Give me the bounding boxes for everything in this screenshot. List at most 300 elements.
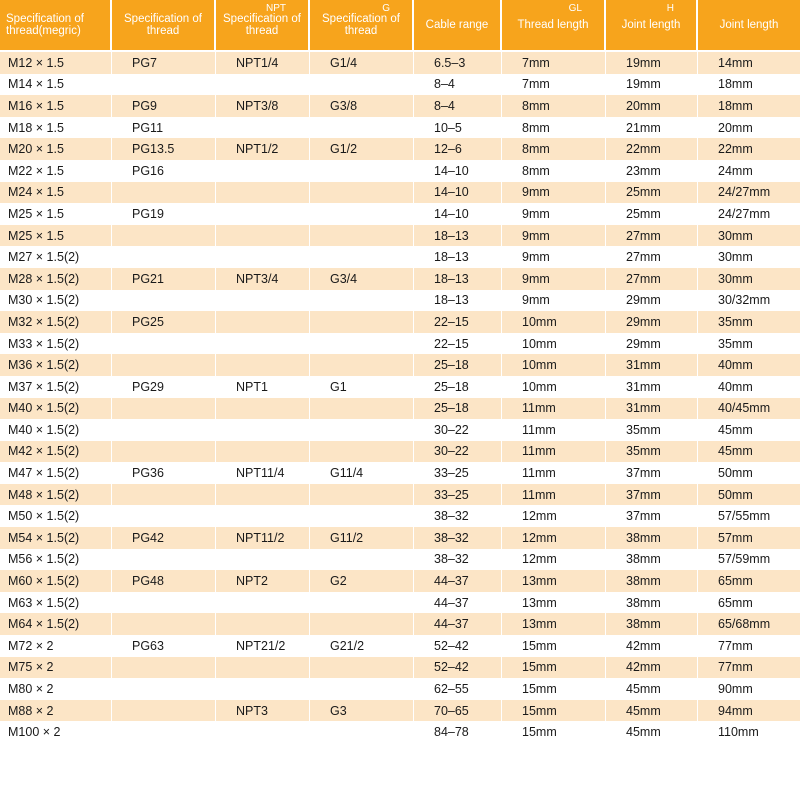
cell-joint-length-h: 21mm — [606, 117, 698, 139]
cell-joint-length-h: 38mm — [606, 527, 698, 549]
cell-joint-length-h: 27mm — [606, 225, 698, 247]
cell-thread-length: 13mm — [502, 613, 606, 635]
table-row — [0, 441, 800, 463]
cell-joint-length: 20mm — [698, 117, 800, 139]
cell-thread-length: 15mm — [502, 635, 606, 657]
cell-joint-length: 50mm — [698, 462, 800, 484]
table-row — [0, 721, 800, 743]
cell-cable-range: 38–32 — [414, 527, 502, 549]
header-joint-length — [698, 0, 800, 52]
cell-npt-thread: NPT11/4 — [216, 462, 310, 484]
cell-joint-length: 24/27mm — [698, 203, 800, 225]
cell-g-thread: G3/8 — [310, 95, 414, 117]
table-row — [0, 160, 800, 182]
cell-cable-range: 18–13 — [414, 290, 502, 312]
cell-npt-thread — [216, 613, 310, 635]
cell-joint-length: 90mm — [698, 678, 800, 700]
table-row — [0, 678, 800, 700]
cell-joint-length: 40/45mm — [698, 398, 800, 420]
cell-npt-thread — [216, 246, 310, 268]
table-row — [0, 138, 800, 160]
cell-metric-thread: M28 × 1.5(2) — [0, 268, 112, 290]
cell-pg-thread: PG7 — [112, 52, 216, 74]
table-row — [0, 592, 800, 614]
header-g-sup: G — [382, 3, 390, 14]
header-metric-thread — [0, 0, 112, 52]
header-npt-label: Specification of thread — [223, 13, 301, 37]
table-row — [0, 203, 800, 225]
header-h-sup: H — [666, 3, 674, 14]
cell-joint-length: 77mm — [698, 635, 800, 657]
cell-thread-length: 10mm — [502, 333, 606, 355]
cell-joint-length-h: 37mm — [606, 505, 698, 527]
cell-joint-length-h: 23mm — [606, 160, 698, 182]
cell-pg-thread — [112, 398, 216, 420]
cell-g-thread — [310, 398, 414, 420]
table-row — [0, 290, 800, 312]
cell-pg-thread — [112, 700, 216, 722]
header-metric-label: Specification of thread(megric) — [6, 13, 84, 37]
cell-npt-thread — [216, 441, 310, 463]
cell-pg-thread — [112, 290, 216, 312]
cell-metric-thread: M60 × 1.5(2) — [0, 570, 112, 592]
cell-npt-thread: NPT3 — [216, 700, 310, 722]
cell-cable-range: 30–22 — [414, 419, 502, 441]
cell-pg-thread — [112, 225, 216, 247]
cell-g-thread: G3/4 — [310, 268, 414, 290]
cell-thread-length: 8mm — [502, 95, 606, 117]
cell-metric-thread: M72 × 2 — [0, 635, 112, 657]
cell-npt-thread — [216, 398, 310, 420]
cell-npt-thread — [216, 203, 310, 225]
cell-g-thread — [310, 160, 414, 182]
table-row — [0, 549, 800, 571]
cell-metric-thread: M64 × 1.5(2) — [0, 613, 112, 635]
cell-joint-length-h: 29mm — [606, 290, 698, 312]
cell-joint-length-h: 35mm — [606, 441, 698, 463]
cell-metric-thread: M42 × 1.5(2) — [0, 441, 112, 463]
cell-g-thread: G3 — [310, 700, 414, 722]
cell-g-thread — [310, 246, 414, 268]
cell-metric-thread: M50 × 1.5(2) — [0, 505, 112, 527]
cell-thread-length: 13mm — [502, 592, 606, 614]
header-gl-sup: GL — [568, 3, 582, 14]
cell-cable-range: 25–18 — [414, 398, 502, 420]
cell-cable-range: 18–13 — [414, 246, 502, 268]
cell-pg-thread: PG29 — [112, 376, 216, 398]
cell-g-thread — [310, 419, 414, 441]
cell-joint-length-h: 45mm — [606, 700, 698, 722]
cell-pg-thread — [112, 657, 216, 679]
cell-cable-range: 25–18 — [414, 376, 502, 398]
cell-cable-range: 10–5 — [414, 117, 502, 139]
table-row — [0, 333, 800, 355]
cell-joint-length-h: 45mm — [606, 721, 698, 743]
cell-joint-length: 45mm — [698, 441, 800, 463]
cell-thread-length: 9mm — [502, 246, 606, 268]
cell-cable-range: 70–65 — [414, 700, 502, 722]
cell-thread-length: 9mm — [502, 268, 606, 290]
table-row — [0, 225, 800, 247]
table-row — [0, 700, 800, 722]
cell-metric-thread: M25 × 1.5 — [0, 203, 112, 225]
header-pg-thread — [112, 0, 216, 52]
cell-joint-length: 35mm — [698, 333, 800, 355]
cell-thread-length: 9mm — [502, 203, 606, 225]
cell-cable-range: 44–37 — [414, 613, 502, 635]
cell-pg-thread — [112, 721, 216, 743]
cell-joint-length: 77mm — [698, 657, 800, 679]
cell-pg-thread — [112, 505, 216, 527]
cell-g-thread — [310, 441, 414, 463]
cell-joint-length: 30mm — [698, 225, 800, 247]
table-row — [0, 354, 800, 376]
cell-cable-range: 33–25 — [414, 484, 502, 506]
cell-joint-length-h: 22mm — [606, 138, 698, 160]
header-npt-thread — [216, 0, 310, 52]
cell-pg-thread: PG25 — [112, 311, 216, 333]
cell-cable-range: 84–78 — [414, 721, 502, 743]
cell-g-thread: G1 — [310, 376, 414, 398]
cell-joint-length: 65mm — [698, 570, 800, 592]
cell-pg-thread: PG9 — [112, 95, 216, 117]
cell-joint-length: 57/59mm — [698, 549, 800, 571]
table-row — [0, 117, 800, 139]
cell-thread-length: 8mm — [502, 160, 606, 182]
cell-npt-thread — [216, 592, 310, 614]
cell-g-thread — [310, 592, 414, 614]
cell-g-thread — [310, 203, 414, 225]
header-npt-sup: NPT — [266, 3, 286, 14]
cell-metric-thread: M40 × 1.5(2) — [0, 398, 112, 420]
cell-pg-thread: PG48 — [112, 570, 216, 592]
cell-joint-length-h: 25mm — [606, 203, 698, 225]
cell-cable-range: 52–42 — [414, 657, 502, 679]
cell-metric-thread: M63 × 1.5(2) — [0, 592, 112, 614]
cell-npt-thread — [216, 484, 310, 506]
cell-joint-length-h: 27mm — [606, 246, 698, 268]
cell-joint-length: 65mm — [698, 592, 800, 614]
cell-joint-length: 50mm — [698, 484, 800, 506]
cell-cable-range: 33–25 — [414, 462, 502, 484]
cell-thread-length: 9mm — [502, 290, 606, 312]
table-row — [0, 95, 800, 117]
cell-thread-length: 12mm — [502, 527, 606, 549]
cell-metric-thread: M18 × 1.5 — [0, 117, 112, 139]
table-row — [0, 527, 800, 549]
cell-thread-length: 7mm — [502, 74, 606, 96]
cell-pg-thread — [112, 333, 216, 355]
table-row — [0, 570, 800, 592]
cell-g-thread: G1/4 — [310, 52, 414, 74]
cell-g-thread: G1/2 — [310, 138, 414, 160]
cell-joint-length: 57mm — [698, 527, 800, 549]
cell-joint-length-h: 38mm — [606, 549, 698, 571]
table-row — [0, 52, 800, 74]
cell-joint-length: 35mm — [698, 311, 800, 333]
cell-g-thread — [310, 549, 414, 571]
cell-metric-thread: M56 × 1.5(2) — [0, 549, 112, 571]
header-joint-length-h — [606, 0, 698, 52]
cell-cable-range: 14–10 — [414, 182, 502, 204]
cell-thread-length: 10mm — [502, 376, 606, 398]
cell-g-thread — [310, 505, 414, 527]
cell-npt-thread — [216, 419, 310, 441]
cell-thread-length: 8mm — [502, 138, 606, 160]
cell-thread-length: 11mm — [502, 462, 606, 484]
cell-joint-length-h: 42mm — [606, 657, 698, 679]
cell-g-thread — [310, 678, 414, 700]
cell-g-thread: G21/2 — [310, 635, 414, 657]
table-row — [0, 657, 800, 679]
cell-npt-thread — [216, 311, 310, 333]
cell-joint-length-h: 29mm — [606, 311, 698, 333]
cell-metric-thread: M32 × 1.5(2) — [0, 311, 112, 333]
cell-joint-length-h: 31mm — [606, 398, 698, 420]
cell-metric-thread: M12 × 1.5 — [0, 52, 112, 74]
table-row — [0, 419, 800, 441]
cell-npt-thread — [216, 74, 310, 96]
cell-joint-length: 40mm — [698, 376, 800, 398]
cell-thread-length: 15mm — [502, 657, 606, 679]
cell-npt-thread: NPT2 — [216, 570, 310, 592]
cell-joint-length-h: 31mm — [606, 376, 698, 398]
cell-pg-thread: PG42 — [112, 527, 216, 549]
cell-thread-length: 12mm — [502, 549, 606, 571]
cell-cable-range: 30–22 — [414, 441, 502, 463]
cell-cable-range: 18–13 — [414, 268, 502, 290]
cell-joint-length: 94mm — [698, 700, 800, 722]
cell-thread-length: 11mm — [502, 484, 606, 506]
cell-metric-thread: M88 × 2 — [0, 700, 112, 722]
cell-pg-thread — [112, 441, 216, 463]
cell-g-thread: G11/2 — [310, 527, 414, 549]
cell-npt-thread — [216, 657, 310, 679]
cell-g-thread — [310, 117, 414, 139]
cell-g-thread — [310, 290, 414, 312]
cell-cable-range: 14–10 — [414, 203, 502, 225]
cell-thread-length: 11mm — [502, 441, 606, 463]
cell-cable-range: 12–6 — [414, 138, 502, 160]
cell-g-thread — [310, 613, 414, 635]
cell-thread-length: 15mm — [502, 721, 606, 743]
cell-npt-thread: NPT1/2 — [216, 138, 310, 160]
cell-pg-thread — [112, 592, 216, 614]
cell-joint-length: 30/32mm — [698, 290, 800, 312]
cell-g-thread — [310, 225, 414, 247]
cell-joint-length-h: 19mm — [606, 52, 698, 74]
cell-pg-thread — [112, 484, 216, 506]
cell-g-thread — [310, 657, 414, 679]
cell-pg-thread — [112, 419, 216, 441]
cell-npt-thread — [216, 117, 310, 139]
cell-metric-thread: M40 × 1.5(2) — [0, 419, 112, 441]
cell-cable-range: 38–32 — [414, 505, 502, 527]
header-joint-length-label: Joint length — [719, 19, 779, 31]
table-row — [0, 182, 800, 204]
cell-cable-range: 52–42 — [414, 635, 502, 657]
cell-thread-length: 15mm — [502, 678, 606, 700]
cell-pg-thread: PG16 — [112, 160, 216, 182]
cell-joint-length: 110mm — [698, 721, 800, 743]
cell-joint-length-h: 35mm — [606, 419, 698, 441]
cell-npt-thread — [216, 505, 310, 527]
cell-npt-thread — [216, 333, 310, 355]
cell-joint-length: 45mm — [698, 419, 800, 441]
cell-g-thread — [310, 484, 414, 506]
cell-g-thread: G11/4 — [310, 462, 414, 484]
cell-cable-range: 62–55 — [414, 678, 502, 700]
cell-cable-range: 6.5–3 — [414, 52, 502, 74]
cell-pg-thread: PG63 — [112, 635, 216, 657]
cell-joint-length-h: 31mm — [606, 354, 698, 376]
cell-g-thread — [310, 311, 414, 333]
cell-joint-length-h: 37mm — [606, 462, 698, 484]
cell-metric-thread: M36 × 1.5(2) — [0, 354, 112, 376]
header-g-label: Specification of thread — [322, 13, 400, 37]
cell-thread-length: 9mm — [502, 182, 606, 204]
cell-pg-thread: PG13.5 — [112, 138, 216, 160]
cell-thread-length: 9mm — [502, 225, 606, 247]
cell-thread-length: 15mm — [502, 700, 606, 722]
cell-joint-length: 65/68mm — [698, 613, 800, 635]
cell-thread-length: 12mm — [502, 505, 606, 527]
table-row — [0, 484, 800, 506]
cell-g-thread: G2 — [310, 570, 414, 592]
cell-joint-length: 22mm — [698, 138, 800, 160]
cell-cable-range: 18–13 — [414, 225, 502, 247]
table-row — [0, 635, 800, 657]
cell-joint-length: 14mm — [698, 52, 800, 74]
cell-joint-length: 30mm — [698, 246, 800, 268]
cell-npt-thread — [216, 290, 310, 312]
cell-g-thread — [310, 354, 414, 376]
cell-thread-length: 10mm — [502, 354, 606, 376]
cell-npt-thread: NPT21/2 — [216, 635, 310, 657]
table-row — [0, 246, 800, 268]
cell-thread-length: 11mm — [502, 398, 606, 420]
cell-joint-length-h: 20mm — [606, 95, 698, 117]
cell-pg-thread: PG19 — [112, 203, 216, 225]
table-row — [0, 268, 800, 290]
cell-npt-thread — [216, 160, 310, 182]
cell-pg-thread: PG21 — [112, 268, 216, 290]
table-row — [0, 613, 800, 635]
table-row — [0, 376, 800, 398]
cell-metric-thread: M54 × 1.5(2) — [0, 527, 112, 549]
cell-joint-length: 57/55mm — [698, 505, 800, 527]
header-cable-range — [414, 0, 502, 52]
cell-joint-length: 40mm — [698, 354, 800, 376]
cell-pg-thread — [112, 678, 216, 700]
cell-joint-length-h: 19mm — [606, 74, 698, 96]
cell-metric-thread: M16 × 1.5 — [0, 95, 112, 117]
cell-npt-thread: NPT1 — [216, 376, 310, 398]
cell-joint-length-h: 25mm — [606, 182, 698, 204]
cell-joint-length-h: 45mm — [606, 678, 698, 700]
cell-metric-thread: M27 × 1.5(2) — [0, 246, 112, 268]
cell-npt-thread: NPT3/8 — [216, 95, 310, 117]
cell-joint-length-h: 38mm — [606, 570, 698, 592]
cell-pg-thread — [112, 74, 216, 96]
cell-joint-length: 24mm — [698, 160, 800, 182]
cell-npt-thread: NPT3/4 — [216, 268, 310, 290]
cell-npt-thread — [216, 678, 310, 700]
cell-pg-thread: PG36 — [112, 462, 216, 484]
cell-metric-thread: M47 × 1.5(2) — [0, 462, 112, 484]
cell-pg-thread: PG11 — [112, 117, 216, 139]
cell-metric-thread: M75 × 2 — [0, 657, 112, 679]
cell-joint-length: 30mm — [698, 268, 800, 290]
cell-npt-thread: NPT1/4 — [216, 52, 310, 74]
cell-npt-thread: NPT11/2 — [216, 527, 310, 549]
cell-joint-length-h: 42mm — [606, 635, 698, 657]
header-joint-length-h-label: Joint length — [621, 19, 681, 31]
cell-metric-thread: M25 × 1.5 — [0, 225, 112, 247]
header-thread-length — [502, 0, 606, 52]
cell-joint-length-h: 29mm — [606, 333, 698, 355]
table-body — [0, 52, 800, 743]
cell-metric-thread: M22 × 1.5 — [0, 160, 112, 182]
cell-npt-thread — [216, 182, 310, 204]
cell-joint-length: 18mm — [698, 74, 800, 96]
table-header — [0, 0, 800, 52]
cell-joint-length-h: 27mm — [606, 268, 698, 290]
cell-pg-thread — [112, 613, 216, 635]
cell-metric-thread: M37 × 1.5(2) — [0, 376, 112, 398]
cell-npt-thread — [216, 721, 310, 743]
header-row — [0, 0, 800, 52]
cell-cable-range: 22–15 — [414, 333, 502, 355]
table-row — [0, 505, 800, 527]
cell-joint-length-h: 38mm — [606, 613, 698, 635]
header-g-thread — [310, 0, 414, 52]
cell-cable-range: 14–10 — [414, 160, 502, 182]
cell-thread-length: 8mm — [502, 117, 606, 139]
cell-thread-length: 10mm — [502, 311, 606, 333]
cell-npt-thread — [216, 549, 310, 571]
cell-pg-thread — [112, 246, 216, 268]
cell-metric-thread: M14 × 1.5 — [0, 74, 112, 96]
cell-pg-thread — [112, 549, 216, 571]
cell-joint-length-h: 37mm — [606, 484, 698, 506]
cell-thread-length: 13mm — [502, 570, 606, 592]
cell-g-thread — [310, 721, 414, 743]
cell-joint-length: 24/27mm — [698, 182, 800, 204]
cell-cable-range: 8–4 — [414, 74, 502, 96]
cell-metric-thread: M24 × 1.5 — [0, 182, 112, 204]
table-row — [0, 311, 800, 333]
cell-metric-thread: M33 × 1.5(2) — [0, 333, 112, 355]
cell-cable-range: 8–4 — [414, 95, 502, 117]
cell-pg-thread — [112, 182, 216, 204]
header-pg-label: Specification of thread — [124, 13, 202, 37]
header-thread-length-label: Thread length — [517, 19, 589, 31]
cell-joint-length-h: 38mm — [606, 592, 698, 614]
cell-metric-thread: M30 × 1.5(2) — [0, 290, 112, 312]
cell-g-thread — [310, 333, 414, 355]
cell-g-thread — [310, 182, 414, 204]
cell-metric-thread: M20 × 1.5 — [0, 138, 112, 160]
table-row — [0, 462, 800, 484]
cell-cable-range: 44–37 — [414, 570, 502, 592]
cell-g-thread — [310, 74, 414, 96]
cell-joint-length: 18mm — [698, 95, 800, 117]
cell-cable-range: 25–18 — [414, 354, 502, 376]
cell-metric-thread: M100 × 2 — [0, 721, 112, 743]
cell-cable-range: 22–15 — [414, 311, 502, 333]
table-row — [0, 74, 800, 96]
